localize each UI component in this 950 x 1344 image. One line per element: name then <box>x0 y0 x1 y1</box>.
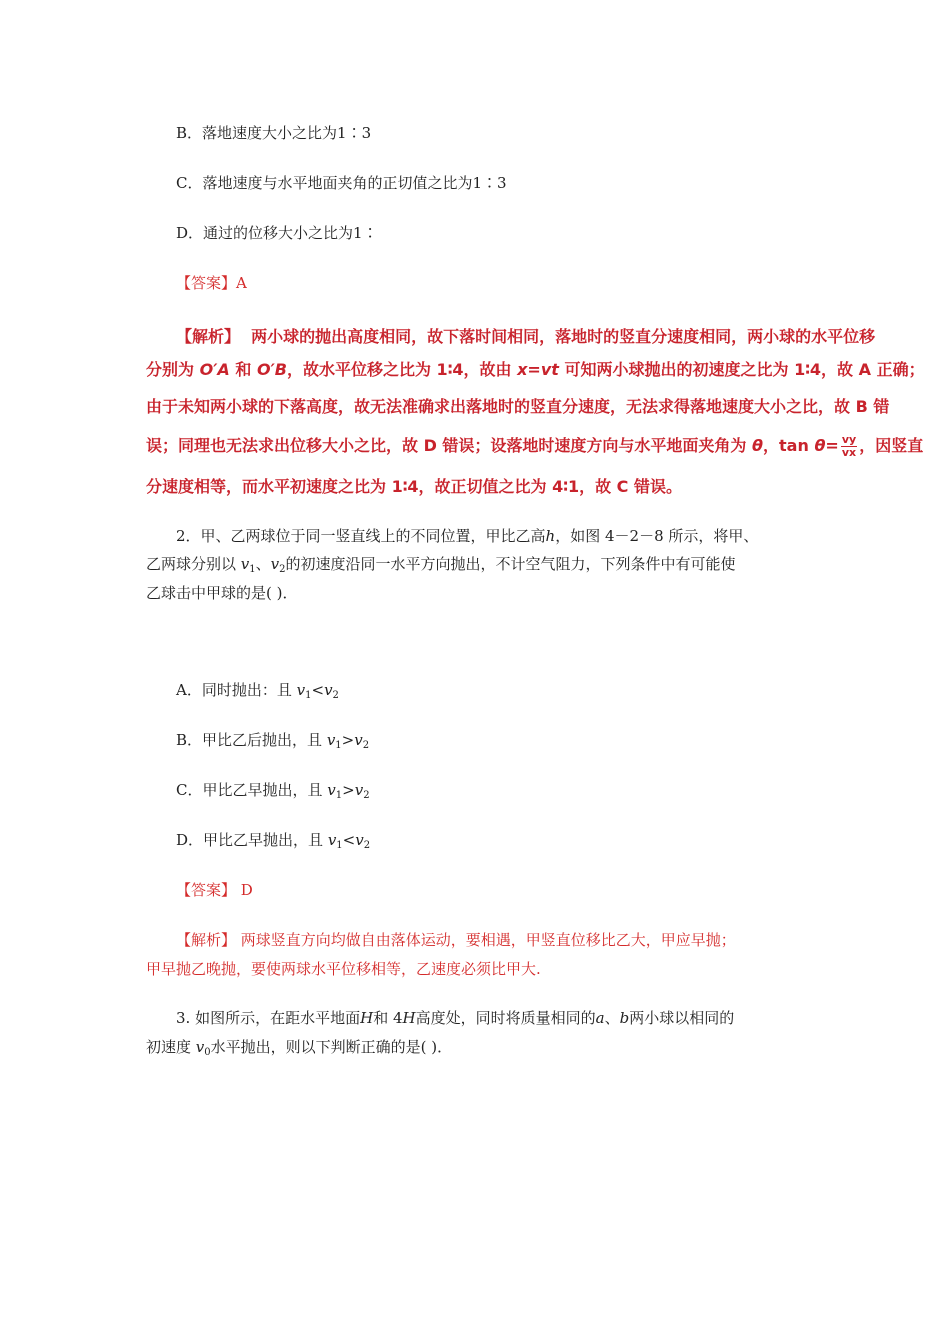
analysis-text: 分别为 <box>146 360 195 379</box>
operator: < <box>342 831 356 849</box>
analysis-text: ，tan <box>763 436 809 455</box>
stem-text: 高度处，同时将质量相同的 <box>415 1009 596 1027</box>
operator: < <box>311 681 325 699</box>
h-symbol: h <box>545 527 556 545</box>
v1-symbol: v <box>327 781 336 799</box>
v2-subscript: 2 <box>362 740 370 751</box>
analysis-label: 【解析】 <box>176 327 241 346</box>
v2-subscript: 2 <box>363 840 371 851</box>
b-symbol: b <box>619 1009 630 1027</box>
fraction-denominator: vx <box>841 446 857 459</box>
v2-subscript: 2 <box>363 790 370 801</box>
analysis-1-line-5: 分速度相等，而水平初速度之比为 1∶4，故正切值之比为 4∶1，故 C 错误。 <box>146 477 682 496</box>
separator: 、 <box>604 1009 620 1027</box>
v2-symbol: v <box>354 731 363 749</box>
analysis-2-line-1 <box>176 930 736 950</box>
stem-text: 3. 如图所示，在距水平地面 <box>176 1009 361 1027</box>
v1-symbol: v <box>240 555 250 573</box>
v2-symbol: v <box>354 781 364 799</box>
v1-symbol: v <box>326 731 336 749</box>
analysis-2-line-2: 甲早抛乙晚抛，要使两球水平位移相等，乙速度必须比甲大. <box>146 960 541 978</box>
stem-text: 2．甲、乙两球位于同一竖直线上的不同位置，甲比乙高 <box>176 527 546 545</box>
analysis-text: ，因竖直 <box>859 436 924 455</box>
stem-text: 水平抛出，则以下判断正确的是( )． <box>210 1038 453 1056</box>
stem-text: ，如图 4－2－8 所示，将甲、 <box>555 527 759 545</box>
v1-subscript: 1 <box>336 840 343 851</box>
question-3-stem-line-2 <box>146 1037 452 1063</box>
H-symbol: H <box>360 1009 374 1027</box>
option-c: C．落地速度与水平地面夹角的正切值之比为1∶3 <box>176 174 507 192</box>
theta-eq: θ= <box>814 436 839 455</box>
formula-x: x=vt <box>517 360 559 379</box>
analysis-text: 可知两小球抛出的初速度之比为 1∶4，故 A 正确； <box>564 360 925 379</box>
q2-option-a <box>176 680 339 706</box>
option-text: C．甲比乙早抛出，且 <box>176 781 323 799</box>
answer-2: 【答案】 D <box>176 881 253 899</box>
q2-option-c <box>176 780 370 806</box>
question-2-stem-line-2 <box>146 554 736 580</box>
analysis-text: 两小球的抛出高度相同，故下落时间相同，落地时的竖直分速度相同，两小球的水平位移 <box>251 327 876 346</box>
question-3-stem-line-1 <box>176 1008 734 1028</box>
v2-subscript: 2 <box>279 564 286 575</box>
H-symbol: H <box>402 1009 416 1027</box>
v2-subscript: 2 <box>332 690 339 701</box>
v2-symbol: v <box>355 831 364 849</box>
analysis-1-line-2 <box>146 360 925 380</box>
analysis-1-line-1 <box>176 327 875 347</box>
v1-subscript: 1 <box>305 690 312 701</box>
theta-symbol: θ <box>752 436 764 455</box>
option-text: B．甲比乙后抛出，且 <box>176 731 323 749</box>
analysis-1-line-4 <box>146 434 923 459</box>
option-text: D．甲比乙早抛出，且 <box>176 831 324 849</box>
q2-option-d <box>176 830 370 856</box>
analysis-text: 和 <box>235 360 252 379</box>
question-2-stem-line-1 <box>176 526 758 546</box>
analysis-1-line-3: 由于未知两小球的下落高度，故无法准确求出落地时的竖直分速度，无法求得落地速度大小之比，故 B 错 <box>146 397 890 416</box>
oa-symbol: O′A <box>199 360 230 379</box>
analysis-text: 误；同理也无法求出位移大小之比，故 D 错误；设落地时速度方向与水平地面夹角为 <box>146 436 747 455</box>
ob-symbol: O′B <box>256 360 287 379</box>
v2-symbol: v <box>324 681 333 699</box>
q2-option-b <box>176 730 369 756</box>
fraction-numerator: vy <box>841 433 857 446</box>
analysis-text: ，故水平位移之比为 1∶4，故由 <box>286 360 512 379</box>
question-2-stem-line-3: 乙球击中甲球的是( )． <box>146 584 298 602</box>
stem-text: 乙两球分别以 <box>146 555 237 573</box>
stem-text: 两小球以相同的 <box>629 1009 735 1027</box>
stem-text: 的初速度沿同一水平方向抛出，不计空气阻力，下列条件中有可能使 <box>285 555 736 573</box>
analysis-text: 两球竖直方向均做自由落体运动，要相遇，甲竖直位移比乙大，甲应早抛； <box>240 931 736 949</box>
v1-subscript: 1 <box>335 740 342 751</box>
a-symbol: a <box>595 1009 605 1027</box>
option-d: D．通过的位移大小之比为1∶ <box>176 224 378 242</box>
operator: > <box>341 731 355 749</box>
stem-text: 和 4 <box>373 1009 403 1027</box>
separator: 、 <box>255 555 271 573</box>
answer-1: 【答案】A <box>176 274 247 292</box>
stem-text: 初速度 <box>146 1038 192 1056</box>
option-text: A．同时抛出：且 <box>176 681 292 699</box>
v1-subscript: 1 <box>249 564 256 575</box>
analysis-label: 【解析】 <box>176 931 237 949</box>
v1-subscript: 1 <box>335 790 343 801</box>
v2-symbol: v <box>270 555 280 573</box>
v1-symbol: v <box>327 831 337 849</box>
v1-symbol: v <box>296 681 306 699</box>
v0-symbol: v <box>195 1038 205 1056</box>
v0-subscript: 0 <box>204 1047 211 1058</box>
tan-fraction <box>841 434 857 459</box>
option-b: B．落地速度大小之比为1∶3 <box>176 124 372 142</box>
operator: > <box>342 781 355 799</box>
